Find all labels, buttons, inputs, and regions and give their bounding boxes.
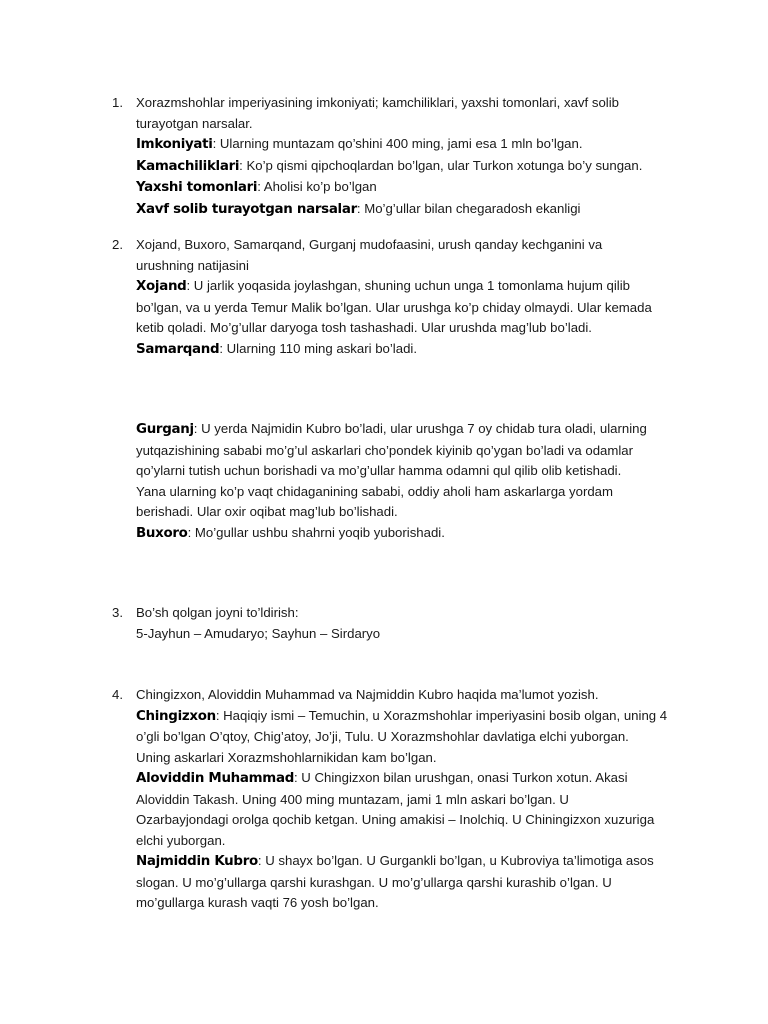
- answer-term: Imkoniyati: [136, 137, 213, 152]
- question-text-line: urushning natijasini: [136, 257, 249, 273]
- question-1: [112, 93, 682, 220]
- answer-aloviddin-muhammad: [136, 768, 682, 851]
- answer-text: : Haqiqiy ismi – Temuchin, u Xorazmshohlar imperiyasini bosib olgan, uning 4: [215, 707, 668, 723]
- answer-term: Chingizxon: [136, 708, 216, 724]
- answer-kamachiliklari: [136, 156, 682, 178]
- answer-term: Aloviddin Muhammad: [136, 771, 294, 786]
- answer-text: berishadi. Ular oxir oqibat mag’lub bo’lishadi.: [136, 504, 398, 519]
- answer-text: : Ko’p qismi qipchoqlardan bo’lgan, ular Turkon xotunga bo’y sungan.: [239, 157, 643, 173]
- question-body: [136, 419, 682, 544]
- question-3: [112, 603, 682, 644]
- list-number: 4.: [112, 687, 123, 702]
- answer-term: Najmiddin Kubro: [136, 854, 258, 869]
- answer-najmiddin-kubro: [136, 851, 682, 914]
- answer-xavf: [136, 199, 682, 221]
- answer-text: : Ularning 110 ming askari bo’ladi.: [219, 340, 417, 356]
- answer-text: bo’lgan, va u yerda Temur Malik bo’lgan. Ular urushga ko’p chiday olmaydi. Ular kemada: [136, 299, 652, 315]
- answer-text: yutqazishining sababi mo’g’ul askarlari cho’pondek kiyinib qo’ygan bo’ladi va odamlar: [136, 442, 634, 458]
- answer-text: : U Chingizxon bilan urushgan, onasi Turkon xotun. Akasi: [293, 770, 628, 785]
- list-number: 1.: [112, 95, 123, 110]
- question-body: [136, 235, 682, 360]
- answer-yaxshi-tomonlari: [136, 177, 682, 199]
- answer-samarqand: [136, 339, 682, 361]
- answer-chingizxon: [136, 706, 682, 769]
- answer-term: Kamachiliklari: [136, 158, 240, 174]
- answer-imkoniyati: [136, 134, 682, 156]
- answer-text: : U jarlik yoqasida joylashgan, shuning uchun unga 1 tomonlama hujum qilib: [186, 278, 630, 293]
- answer-text: qo’ylarni tutish uchun borishadi va mo’g’ullar hamma odamni qul qilib olib ketishadi.: [136, 463, 622, 478]
- answer-term: Gurganj: [136, 422, 194, 437]
- answer-xojand: [136, 276, 682, 339]
- question-text-line: turayotgan narsalar.: [136, 115, 253, 131]
- answer-text: Ozarbayjondagi orolga qochib ketgan. Uning amakisi – Inolchiq. U Chiningizxon xuzuriga: [136, 812, 655, 827]
- answer-text: 5-Jayhun – Amudaryo; Sayhun – Sirdaryo: [136, 625, 381, 641]
- answer-text: Yana ularning ko’p vaqt chidaganining sababi, oddiy aholi ham askarlarga yordam: [136, 483, 614, 499]
- answer-text: : U shayx bo’lgan. U Gurgankli bo’lgan, u Kubroviya ta’limotiga asos: [257, 853, 654, 868]
- answer-term: Xojand: [136, 279, 187, 294]
- answer-text: : Mo’g’ullar bilan chegaradosh ekanligi: [356, 200, 581, 216]
- answer-term: Xavf solib turayotgan narsalar: [136, 201, 357, 217]
- question-text-line: Chingizxon, Aloviddin Muhammad va Najmiddin Kubro haqida ma’lumot yozish.: [136, 687, 599, 702]
- answer-text: mo’gullarga kurash vaqti 76 yosh bo’lgan.: [136, 895, 379, 910]
- question-4: [112, 685, 682, 914]
- list-number: 3.: [112, 605, 123, 620]
- answer-text: : Mo’gullar ushbu shahrni yoqib yuborishadi.: [187, 524, 445, 540]
- list-number: 2.: [112, 237, 123, 252]
- answer-text: : Ularning muntazam qo’shini 400 ming, jami esa 1 mln bo’lgan.: [212, 136, 583, 151]
- answer-term: Buxoro: [136, 525, 188, 541]
- question-text-line: Bo’sh qolgan joyni to’ldirish:: [136, 605, 299, 620]
- question-2: [112, 235, 682, 360]
- question-body: [136, 685, 682, 914]
- answer-term: Samarqand: [136, 341, 220, 357]
- answer-text: slogan. U mo’g’ullarga qarshi kurashgan. U mo’g’ullarga qarshi kurashib o’lgan. U: [136, 874, 612, 890]
- answer-gurganj: [136, 419, 682, 523]
- answer-text: elchi yuborgan.: [136, 832, 226, 848]
- answer-text: : U yerda Najmidin Kubro bo’ladi, ular urushga 7 oy chidab tura oladi, ularning: [193, 421, 647, 436]
- answer-term: Yaxshi tomonlari: [136, 180, 258, 195]
- answer-text: Aloviddin Takash. Uning 400 ming muntazam, jami 1 mln askari bo’lgan. U: [136, 791, 569, 807]
- question-body: [136, 603, 682, 644]
- question-text-line: Xojand, Buxoro, Samarqand, Gurganj mudofaasini, urush qanday kechganini va: [136, 237, 603, 252]
- answer-text: : Aholisi ko’p bo’lgan: [257, 179, 377, 194]
- answer-text: Uning askarlari Xorazmshohlarnikidan kam bo’lgan.: [136, 749, 437, 765]
- question-2-continued: [112, 419, 682, 544]
- question-text-line: Xorazmshohlar imperiyasining imkoniyati; kamchiliklari, yaxshi tomonlari, xavf solib: [136, 95, 619, 110]
- answer-text: o’gli bo’lgan O’qtoy, Chig’atoy, Jo’ji, Tulu. U Xorazmshohlar davlatiga elchi yuborgan.: [136, 729, 629, 744]
- answer-buxoro: [136, 523, 682, 545]
- question-body: [136, 93, 682, 220]
- answer-text: ketib qoladi. Mo’g’ullar daryoga tosh tashashadi. Ular urushda mag’lub bo’ladi.: [136, 320, 592, 335]
